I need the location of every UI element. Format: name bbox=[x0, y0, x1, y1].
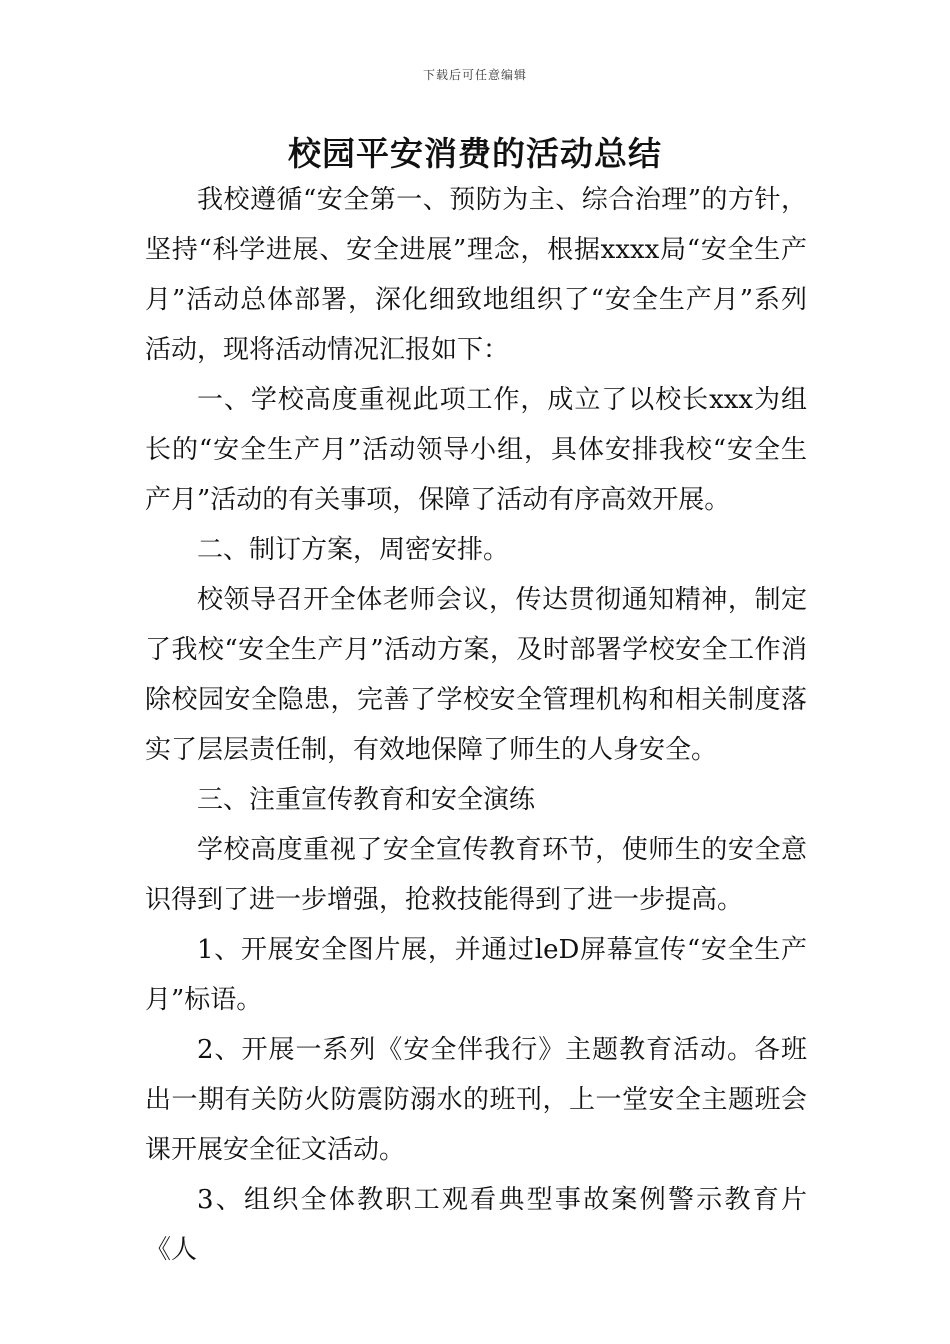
heading-section-two: 二、制订方案，周密安排。 bbox=[197, 535, 510, 565]
list-item-1: 1、开展安全图片展，并通过leD屏幕宣传“安全生产月”标语。 bbox=[145, 935, 807, 1015]
page-header: 下载后可任意编辑 bbox=[422, 68, 527, 82]
paragraph-intro: 我校遵循“安全第一、预防为主、综合治理”的方针，坚持“科学进展、安全进展”理念，根据xxxx局“安全生产月”活动总体部署，深化细致地组织了“安全生产月”系列活动，现将活动情况汇报如下： bbox=[145, 185, 807, 365]
paragraph-section-one: 一、学校高度重视此项工作，成立了以校长xxx为组长的“安全生产月”活动领导小组，具体安排我校“安全生产月”活动的有关事项，保障了活动有序高效开展。 bbox=[145, 385, 807, 515]
document-body bbox=[145, 175, 807, 1275]
list-item-3: 3、组织全体教职工观看典型事故案例警示教育片《人 bbox=[145, 1185, 807, 1265]
heading-section-three: 三、注重宣传教育和安全演练 bbox=[197, 785, 536, 815]
paragraph-section-two: 校领导召开全体老师会议，传达贯彻通知精神，制定了我校“安全生产月”活动方案，及时部署学校安全工作消除校园安全隐患，完善了学校安全管理机构和相关制度落实了层层责任制，有效地保障了师生的人身安全。 bbox=[145, 585, 807, 765]
paragraph-section-three: 学校高度重视了安全宣传教育环节，使师生的安全意识得到了进一步增强，抢救技能得到了进一步提高。 bbox=[145, 835, 807, 915]
list-item-2: 2、开展一系列《安全伴我行》主题教育活动。各班出一期有关防火防震防溺水的班刊，上一堂安全主题班会课开展安全征文活动。 bbox=[145, 1035, 807, 1165]
document-title: 校园平安消费的活动总结 bbox=[288, 134, 662, 173]
